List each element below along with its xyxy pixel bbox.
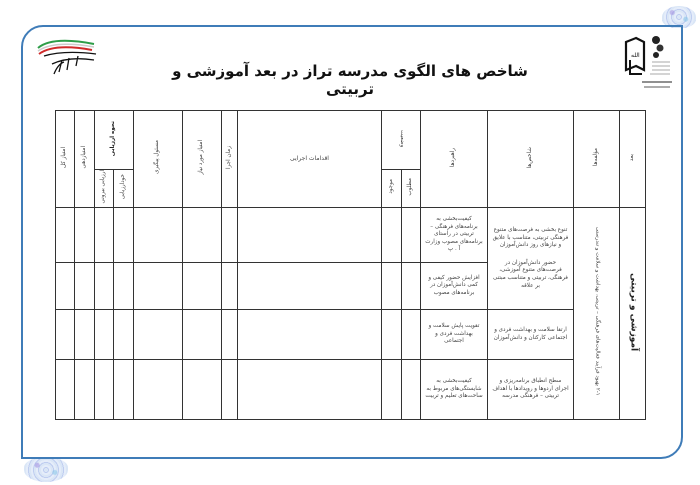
cell-responsible[interactable] xyxy=(134,263,183,310)
cell-status-existing[interactable] xyxy=(382,360,402,420)
cell-external-evaluation[interactable] xyxy=(95,263,114,310)
header-dimension: بعد xyxy=(620,111,646,208)
page-title: شاخص های الگوی مدرسه تراز در بعد آموزشی و تربیتی xyxy=(172,62,528,98)
svg-text:الله: الله xyxy=(631,52,640,59)
cell-required-score[interactable] xyxy=(183,263,222,310)
header-indicators: شاخص‌ها xyxy=(488,111,574,208)
header-responsible: مسئول پیگیری xyxy=(134,111,183,208)
cell-actions[interactable] xyxy=(238,263,382,310)
cell-execution-time[interactable] xyxy=(222,360,238,420)
header-status-desired: مطلوب xyxy=(402,170,421,208)
cell-status-desired[interactable] xyxy=(402,360,421,420)
header-scoring: امتیازدهی xyxy=(75,111,95,208)
cell-strategy: افزایش حضور کیفی و کمی دانش‌آموزان در برنامه‌های مصوب xyxy=(421,263,488,310)
cell-strategy: کیفیت‌بخشی به برنامه‌های فرهنگی – تربیتی در راستای برنامه‌های مصوب وزارت آ . پ xyxy=(421,208,488,263)
header-actions: اقدامات اجرایی xyxy=(238,111,382,208)
header-total-score: امتیاز کل xyxy=(56,111,75,208)
cell-strategy: کیفیت‌بخشی به شایستگی‌های مربوط به ساحت‌های تعلیم و تربیت xyxy=(421,360,488,420)
cell-status-existing[interactable] xyxy=(382,310,402,360)
book-emblem-icon xyxy=(622,30,674,92)
header-self-evaluation: خودارزیابی xyxy=(114,170,134,208)
cell-self-evaluation[interactable] xyxy=(114,263,134,310)
cell-scoring[interactable] xyxy=(75,208,95,263)
cell-required-score[interactable] xyxy=(183,208,222,263)
cell-responsible[interactable] xyxy=(134,208,183,263)
header-status: وضعیت xyxy=(382,111,421,170)
cell-external-evaluation[interactable] xyxy=(95,208,114,263)
table-row xyxy=(56,360,646,420)
cell-responsible[interactable] xyxy=(134,310,183,360)
cell-actions[interactable] xyxy=(238,208,382,263)
cell-indicator: تنوع بخشی به فرصت‌های متنوع فرهنگی تربیتی، متناسب با علایق و نیازهای روز دانش‌آموزان حضور دانش‌آموزان در فرصت‌های متنوع آموزشی، فرهنگی، تربیتی و متناسب مبتنی بر علاقه xyxy=(488,208,574,310)
cell-status-desired[interactable] xyxy=(402,208,421,263)
ministry-logo xyxy=(622,30,674,92)
cell-required-score[interactable] xyxy=(183,360,222,420)
cell-status-desired[interactable] xyxy=(402,263,421,310)
header-status-existing: موجود xyxy=(382,170,402,208)
cell-total-score[interactable] xyxy=(56,208,75,263)
header-components: مؤلفه‌ها xyxy=(574,111,620,208)
header-required-score: امتیاز مورد نیاز xyxy=(183,111,222,208)
cell-indicator: سطح انطباق برنامه‌ریزی و اجرای اردوها و رویدادها با اهداف تربیتی – فرهنگی مدرسه xyxy=(488,360,574,420)
cell-indicator: ارتقا سلامت و بهداشت فردی و اجتماعی کارکنان و دانش‌آموزان xyxy=(488,310,574,360)
cell-external-evaluation[interactable] xyxy=(95,360,114,420)
cell-self-evaluation[interactable] xyxy=(114,310,134,360)
decorative-ornament-bottom xyxy=(24,458,68,482)
cell-strategy: تقویت پایش سلامت و بهداشت فردی و اجتماعی xyxy=(421,310,488,360)
cell-execution-time[interactable] xyxy=(222,310,238,360)
cell-total-score[interactable] xyxy=(56,263,75,310)
cell-self-evaluation[interactable] xyxy=(114,208,134,263)
header-external-evaluation: ارزیابی بیرونی xyxy=(95,170,114,208)
cell-scoring[interactable] xyxy=(75,360,95,420)
cell-required-score[interactable] xyxy=(183,310,222,360)
cell-status-existing[interactable] xyxy=(382,263,402,310)
cell-responsible[interactable] xyxy=(134,360,183,420)
cell-execution-time[interactable] xyxy=(222,263,238,310)
cell-status-existing[interactable] xyxy=(382,208,402,263)
cell-actions[interactable] xyxy=(238,310,382,360)
cell-status-desired[interactable] xyxy=(402,310,421,360)
campaign-logo xyxy=(34,34,104,84)
cell-self-evaluation[interactable] xyxy=(114,360,134,420)
cell-external-evaluation[interactable] xyxy=(95,310,114,360)
cell-component: ۲-۱ بهبود فرآیند فعالیت‌های فرهنگی – تربیتی، بهداشت و سلامت و تندرستی xyxy=(574,208,620,420)
cell-dimension: آموزشی و تربیتی xyxy=(620,208,646,420)
header-evaluation-method: نحوه ارزیابی xyxy=(95,111,134,170)
indicators-table xyxy=(55,110,646,420)
table-row xyxy=(56,208,646,263)
cell-execution-time[interactable] xyxy=(222,208,238,263)
cell-total-score[interactable] xyxy=(56,310,75,360)
flag-swoosh-icon xyxy=(34,34,104,84)
cell-scoring[interactable] xyxy=(75,263,95,310)
cell-actions[interactable] xyxy=(238,360,382,420)
header-strategies: راهبردها xyxy=(421,111,488,208)
cell-scoring[interactable] xyxy=(75,310,95,360)
header-execution-time: زمان اجرا xyxy=(222,111,238,208)
cell-total-score[interactable] xyxy=(56,360,75,420)
table-row xyxy=(56,310,646,360)
